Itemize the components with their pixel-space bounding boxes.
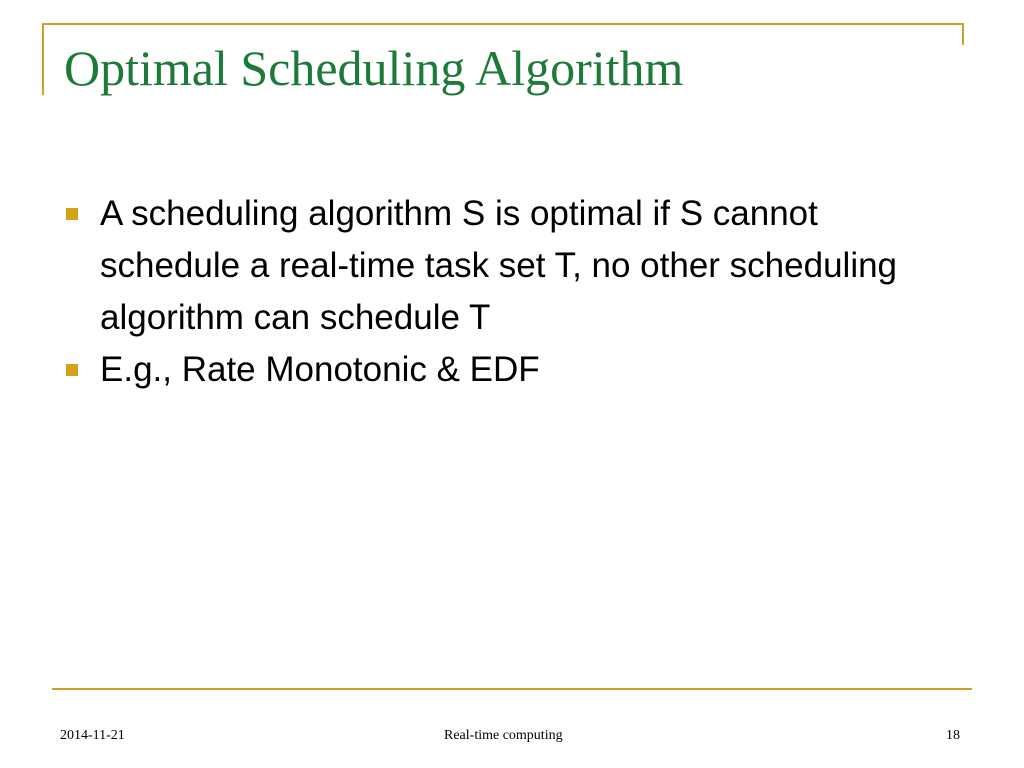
bullet-text: A scheduling algorithm S is optimal if S cannot schedule a real-time task set T, no other scheduling algorithm can schedule T (100, 194, 898, 337)
footer-date: 2014-11-21 (60, 728, 125, 743)
square-bullet-icon (66, 208, 78, 220)
bullet-list (60, 188, 940, 396)
bullet-item (60, 344, 940, 396)
frame-left-line (42, 23, 44, 95)
page-number: 18 (946, 728, 960, 743)
bullet-item (60, 188, 940, 344)
footer-title: Real-time computing (444, 728, 563, 743)
footer-divider (52, 688, 972, 690)
slide-title: Optimal Scheduling Algorithm (64, 40, 684, 96)
bullet-text: E.g., Rate Monotonic & EDF (100, 350, 540, 389)
frame-right-line (962, 23, 964, 45)
square-bullet-icon (66, 364, 78, 376)
frame-top-line (42, 23, 964, 25)
